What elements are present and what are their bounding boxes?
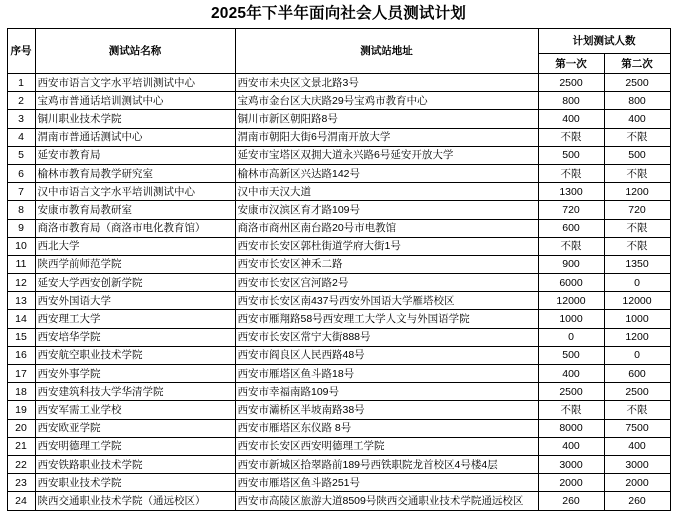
table-row — [7, 92, 670, 110]
cell-station-name: 商洛市教育局（商洛市电化教育馆） — [35, 219, 235, 237]
cell-second-session: 1200 — [604, 328, 670, 346]
table-row — [7, 201, 670, 219]
cell-index: 10 — [7, 237, 35, 255]
cell-second-session: 800 — [604, 92, 670, 110]
cell-station-address: 西安市长安区南437号西安外国语大学雁塔校区 — [235, 292, 538, 310]
cell-station-name: 西安铁路职业技术学院 — [35, 455, 235, 473]
cell-first-session: 1000 — [538, 310, 604, 328]
cell-first-session: 260 — [538, 492, 604, 510]
cell-station-address: 西安市长安区西安明德理工学院 — [235, 437, 538, 455]
cell-index: 24 — [7, 492, 35, 510]
cell-station-address: 渭南市朝阳大街6号渭南开放大学 — [235, 128, 538, 146]
cell-second-session: 260 — [604, 492, 670, 510]
cell-first-session: 600 — [538, 219, 604, 237]
cell-index: 7 — [7, 183, 35, 201]
cell-index: 13 — [7, 292, 35, 310]
cell-second-session: 600 — [604, 365, 670, 383]
cell-station-address: 西安市幸福南路109号 — [235, 383, 538, 401]
cell-second-session: 720 — [604, 201, 670, 219]
cell-first-session: 12000 — [538, 292, 604, 310]
cell-second-session: 不限 — [604, 128, 670, 146]
table-row — [7, 328, 670, 346]
table-row — [7, 383, 670, 401]
cell-second-session: 0 — [604, 274, 670, 292]
cell-station-address: 西安市长安区宫河路2号 — [235, 274, 538, 292]
cell-station-name: 延安市教育局 — [35, 146, 235, 164]
column-header-station-address: 测试站地址 — [235, 29, 538, 74]
cell-first-session: 400 — [538, 365, 604, 383]
table-row — [7, 110, 670, 128]
cell-second-session: 0 — [604, 346, 670, 364]
cell-station-name: 汉中市语言文字水平培训测试中心 — [35, 183, 235, 201]
cell-index: 15 — [7, 328, 35, 346]
cell-index: 19 — [7, 401, 35, 419]
cell-station-address: 安康市汉滨区育才路109号 — [235, 201, 538, 219]
cell-station-name: 西安军需工业学校 — [35, 401, 235, 419]
cell-first-session: 不限 — [538, 401, 604, 419]
cell-first-session: 900 — [538, 255, 604, 273]
cell-station-address: 西安市未央区文景北路3号 — [235, 74, 538, 92]
cell-first-session: 2500 — [538, 74, 604, 92]
table-row — [7, 437, 670, 455]
cell-second-session: 12000 — [604, 292, 670, 310]
cell-first-session: 400 — [538, 110, 604, 128]
cell-station-address: 西安市雁翔路58号西安理工大学人文与外国语学院 — [235, 310, 538, 328]
cell-station-name: 安康市教育局教研室 — [35, 201, 235, 219]
cell-station-name: 西安外国语大学 — [35, 292, 235, 310]
table-row — [7, 292, 670, 310]
cell-first-session: 8000 — [538, 419, 604, 437]
cell-first-session: 不限 — [538, 237, 604, 255]
cell-index: 18 — [7, 383, 35, 401]
cell-station-name: 西安理工大学 — [35, 310, 235, 328]
table-row — [7, 74, 670, 92]
table-row — [7, 219, 670, 237]
cell-station-name: 西安航空职业技术学院 — [35, 346, 235, 364]
cell-station-name: 延安大学西安创新学院 — [35, 274, 235, 292]
cell-station-address: 榆林市高新区兴达路142号 — [235, 164, 538, 182]
table-row — [7, 346, 670, 364]
cell-station-name: 榆林市教育局教学研究室 — [35, 164, 235, 182]
cell-index: 12 — [7, 274, 35, 292]
cell-station-address: 西安市灞桥区半坡南路38号 — [235, 401, 538, 419]
column-header-station-name: 测试站名称 — [35, 29, 235, 74]
table-row — [7, 419, 670, 437]
cell-first-session: 3000 — [538, 455, 604, 473]
cell-station-name: 西安欧亚学院 — [35, 419, 235, 437]
cell-second-session: 3000 — [604, 455, 670, 473]
table-header — [7, 29, 670, 74]
cell-index: 5 — [7, 146, 35, 164]
cell-station-address: 西安市雁塔区鱼斗路251号 — [235, 474, 538, 492]
table-row — [7, 401, 670, 419]
cell-second-session: 1350 — [604, 255, 670, 273]
cell-station-address: 宝鸡市金台区大庆路29号宝鸡市教育中心 — [235, 92, 538, 110]
cell-first-session: 不限 — [538, 164, 604, 182]
cell-second-session: 400 — [604, 110, 670, 128]
cell-station-address: 西安市阎良区人民西路48号 — [235, 346, 538, 364]
cell-index: 2 — [7, 92, 35, 110]
table-row — [7, 237, 670, 255]
column-header-index: 序号 — [7, 29, 35, 74]
table-row — [7, 255, 670, 273]
cell-first-session: 400 — [538, 437, 604, 455]
cell-first-session: 6000 — [538, 274, 604, 292]
table-row — [7, 183, 670, 201]
cell-first-session: 720 — [538, 201, 604, 219]
cell-second-session: 2000 — [604, 474, 670, 492]
cell-index: 8 — [7, 201, 35, 219]
cell-station-address: 西安市高陵区旅游大道8509号陕西交通职业技术学院通远校区 — [235, 492, 538, 510]
cell-index: 14 — [7, 310, 35, 328]
cell-index: 1 — [7, 74, 35, 92]
table-row — [7, 310, 670, 328]
cell-first-session: 1300 — [538, 183, 604, 201]
cell-index: 20 — [7, 419, 35, 437]
cell-station-address: 西安市长安区神禾二路 — [235, 255, 538, 273]
cell-station-name: 铜川职业技术学院 — [35, 110, 235, 128]
cell-index: 17 — [7, 365, 35, 383]
cell-station-name: 西安外事学院 — [35, 365, 235, 383]
cell-first-session: 800 — [538, 92, 604, 110]
cell-station-name: 宝鸡市普通话培训测试中心 — [35, 92, 235, 110]
table-row — [7, 455, 670, 473]
column-header-second-session: 第二次 — [604, 54, 670, 74]
cell-index: 4 — [7, 128, 35, 146]
cell-station-name: 西安市语言文字水平培训测试中心 — [35, 74, 235, 92]
cell-second-session: 1200 — [604, 183, 670, 201]
cell-station-address: 延安市宝塔区双拥大道永兴路6号延安开放大学 — [235, 146, 538, 164]
cell-second-session: 500 — [604, 146, 670, 164]
cell-station-name: 陕西交通职业技术学院（通远校区） — [35, 492, 235, 510]
cell-first-session: 不限 — [538, 128, 604, 146]
cell-station-name: 西安建筑科技大学华清学院 — [35, 383, 235, 401]
cell-index: 6 — [7, 164, 35, 182]
cell-station-address: 西安市雁塔区鱼斗路18号 — [235, 365, 538, 383]
test-plan-table — [7, 28, 671, 511]
cell-station-address: 西安市雁塔区东仪路 8号 — [235, 419, 538, 437]
cell-station-name: 西安培华学院 — [35, 328, 235, 346]
table-row — [7, 474, 670, 492]
cell-station-address: 汉中市天汉大道 — [235, 183, 538, 201]
table-row — [7, 146, 670, 164]
cell-first-session: 500 — [538, 146, 604, 164]
cell-second-session: 2500 — [604, 383, 670, 401]
cell-station-address: 西安市长安区常宁大街888号 — [235, 328, 538, 346]
cell-station-name: 西安职业技术学院 — [35, 474, 235, 492]
cell-second-session: 不限 — [604, 219, 670, 237]
cell-station-name: 西安明德理工学院 — [35, 437, 235, 455]
cell-second-session: 不限 — [604, 401, 670, 419]
cell-second-session: 2500 — [604, 74, 670, 92]
cell-first-session: 2500 — [538, 383, 604, 401]
cell-second-session: 400 — [604, 437, 670, 455]
cell-second-session: 7500 — [604, 419, 670, 437]
column-header-first-session: 第一次 — [538, 54, 604, 74]
column-header-planned-count: 计划测试人数 — [538, 29, 670, 54]
cell-station-address: 西安市长安区郭杜街道学府大街1号 — [235, 237, 538, 255]
cell-index: 11 — [7, 255, 35, 273]
cell-index: 23 — [7, 474, 35, 492]
cell-index: 3 — [7, 110, 35, 128]
cell-first-session: 0 — [538, 328, 604, 346]
cell-station-name: 西北大学 — [35, 237, 235, 255]
cell-index: 9 — [7, 219, 35, 237]
cell-index: 16 — [7, 346, 35, 364]
table-row — [7, 164, 670, 182]
cell-index: 21 — [7, 437, 35, 455]
cell-station-address: 铜川市新区朝阳路8号 — [235, 110, 538, 128]
cell-station-address: 西安市新城区拾翠路前189号西铁职院龙首校区4号楼4层 — [235, 455, 538, 473]
cell-second-session: 不限 — [604, 164, 670, 182]
cell-first-session: 2000 — [538, 474, 604, 492]
table-body — [7, 74, 670, 511]
cell-station-name: 渭南市普通话测试中心 — [35, 128, 235, 146]
cell-first-session: 500 — [538, 346, 604, 364]
cell-station-address: 商洛市商州区南台路20号市电教馆 — [235, 219, 538, 237]
cell-second-session: 1000 — [604, 310, 670, 328]
cell-index: 22 — [7, 455, 35, 473]
cell-second-session: 不限 — [604, 237, 670, 255]
page-title: 2025年下半年面向社会人员测试计划 — [210, 5, 467, 22]
cell-station-name: 陕西学前师范学院 — [35, 255, 235, 273]
table-row — [7, 128, 670, 146]
table-row — [7, 365, 670, 383]
table-row — [7, 274, 670, 292]
